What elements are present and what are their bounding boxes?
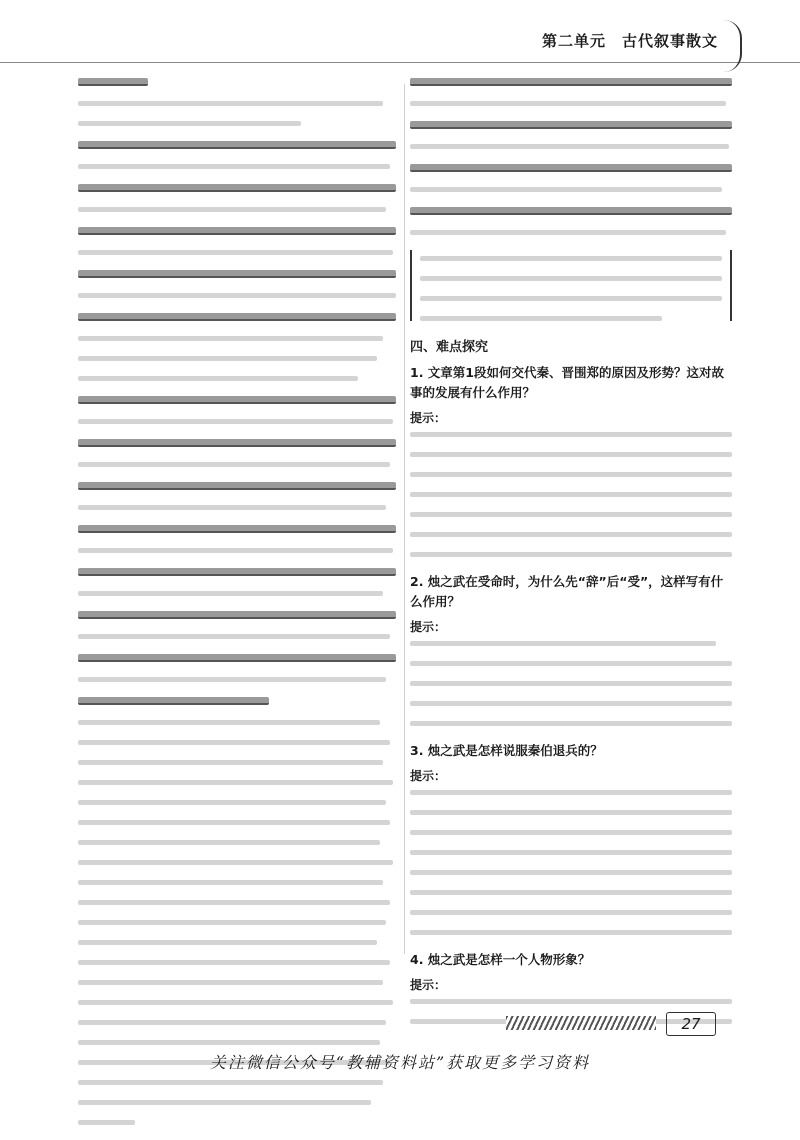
note-line xyxy=(78,920,386,925)
note-line xyxy=(78,548,393,553)
text-line xyxy=(410,207,732,215)
note-line xyxy=(420,316,662,321)
question-1: 1. 文章第1段如何交代秦、晋围郑的原因及形势？这对故事的发展有什么作用？ xyxy=(410,365,724,400)
header-ornament xyxy=(724,20,742,72)
answer-line xyxy=(410,432,732,437)
note-line xyxy=(78,164,390,169)
text-line xyxy=(78,697,269,705)
note-line xyxy=(78,101,383,106)
note-line xyxy=(78,860,393,865)
note-line xyxy=(78,356,377,361)
note-line xyxy=(78,1020,386,1025)
note-line xyxy=(78,820,390,825)
answer-line xyxy=(410,870,732,875)
column-divider xyxy=(404,84,405,954)
answer-label: 提示： xyxy=(410,411,447,425)
text-line xyxy=(410,78,732,86)
note-line xyxy=(78,591,383,596)
note-line xyxy=(78,740,390,745)
answer-line xyxy=(410,910,732,915)
note-line xyxy=(410,187,722,192)
note-line xyxy=(78,634,390,639)
note-line xyxy=(410,230,726,235)
answer-line xyxy=(410,661,732,666)
answer-line xyxy=(410,790,732,795)
answer-line xyxy=(410,552,732,557)
page-number-area xyxy=(506,1012,716,1036)
note-line xyxy=(420,276,722,281)
text-line xyxy=(78,227,396,235)
note-line xyxy=(410,144,729,149)
answer-line xyxy=(410,452,732,457)
question-4: 4. 烛之武是怎样一个人物形象？ xyxy=(410,952,591,967)
answer-line xyxy=(410,701,732,706)
note-line xyxy=(78,336,383,341)
question-3: 3. 烛之武是怎样说服秦伯退兵的？ xyxy=(410,743,603,758)
note-line xyxy=(78,980,383,985)
text-line xyxy=(78,611,396,619)
text-line xyxy=(78,482,396,490)
note-line xyxy=(78,940,377,945)
answer-line xyxy=(410,930,732,935)
answer-line xyxy=(410,890,732,895)
page-number: 27 xyxy=(666,1012,716,1036)
answer-line xyxy=(410,681,732,686)
note-line xyxy=(78,900,390,905)
text-line xyxy=(78,270,396,278)
note-line xyxy=(78,677,386,682)
answer-line xyxy=(410,810,732,815)
text-line xyxy=(78,439,396,447)
text-line xyxy=(78,141,396,149)
answer-line xyxy=(410,850,732,855)
answer-line xyxy=(410,999,732,1004)
answer-line xyxy=(410,721,732,726)
right-column xyxy=(410,78,732,1039)
answer-line xyxy=(410,641,716,646)
note-line xyxy=(78,207,386,212)
text-line xyxy=(78,654,396,662)
answer-line xyxy=(410,512,732,517)
text-line xyxy=(78,313,396,321)
answer-label: 提示： xyxy=(410,620,447,634)
footer-note: 关注微信公众号“教辅资料站”获取更多学习资料 xyxy=(209,1053,591,1072)
note-line xyxy=(410,101,726,106)
text-line xyxy=(78,525,396,533)
text-line xyxy=(78,568,396,576)
text-line xyxy=(78,184,396,192)
note-line xyxy=(78,121,301,126)
note-line xyxy=(78,1080,383,1085)
note-line xyxy=(78,250,393,255)
text-line xyxy=(78,78,148,86)
text-line xyxy=(410,121,732,129)
note-line xyxy=(78,505,386,510)
note-line xyxy=(78,720,380,725)
annotation-box xyxy=(410,250,732,321)
answer-label: 提示： xyxy=(410,978,447,992)
note-line xyxy=(78,1100,371,1105)
note-line xyxy=(78,419,393,424)
note-line xyxy=(78,840,380,845)
page-header xyxy=(0,18,800,63)
answer-line xyxy=(410,492,732,497)
note-line xyxy=(78,880,383,885)
unit-title: 第二单元 古代叙事散文 xyxy=(541,32,718,50)
answer-label: 提示： xyxy=(410,769,447,783)
note-line xyxy=(78,960,390,965)
left-column xyxy=(78,78,396,1140)
note-line xyxy=(78,1000,393,1005)
answer-line xyxy=(410,472,732,477)
answer-line xyxy=(410,830,732,835)
note-line xyxy=(78,376,358,381)
note-line xyxy=(78,800,386,805)
text-line xyxy=(410,164,732,172)
note-line xyxy=(78,293,396,298)
note-line xyxy=(78,760,383,765)
note-line xyxy=(78,462,390,467)
note-line xyxy=(420,256,722,261)
decorative-hatch xyxy=(506,1016,656,1030)
text-line xyxy=(78,396,396,404)
question-2: 2. 烛之武在受命时，为什么先“辞”后“受”，这样写有什么作用？ xyxy=(410,574,724,609)
note-line xyxy=(78,1120,135,1125)
note-line xyxy=(78,1040,380,1045)
note-line xyxy=(78,780,393,785)
section-title: 四、难点探究 xyxy=(410,340,489,355)
note-line xyxy=(420,296,722,301)
answer-line xyxy=(410,532,732,537)
